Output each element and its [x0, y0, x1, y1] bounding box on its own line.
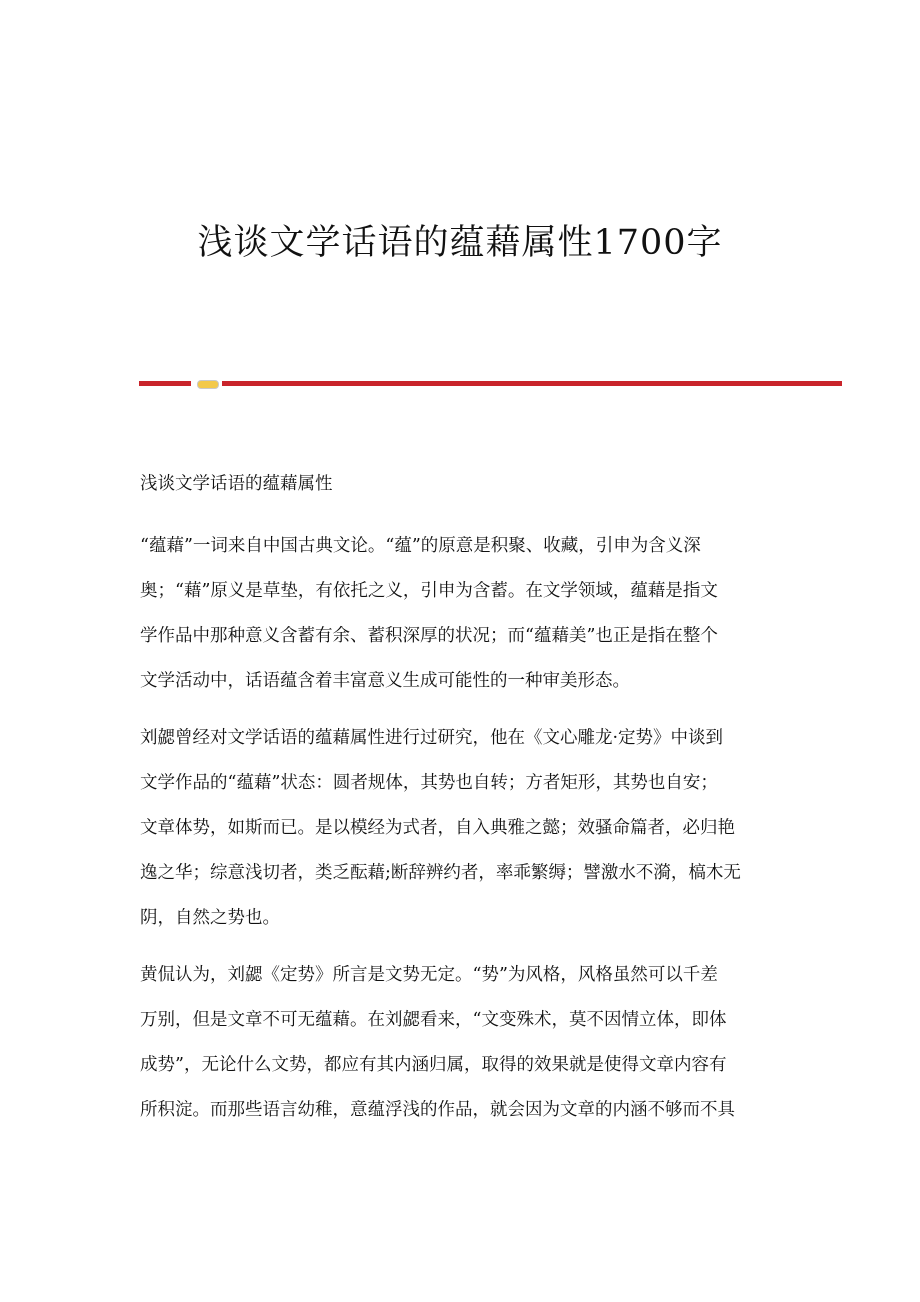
title-divider-left	[139, 381, 191, 386]
paragraph-line: 阴，自然之势也。	[140, 908, 280, 928]
section-heading: 浅谈文学话语的蕴藉属性	[140, 474, 333, 494]
divider-emblem-icon	[197, 380, 219, 389]
paragraph-line: 所积淀。而那些语言幼稚，意蕴浮浅的作品，就会因为文章的内涵不够而不具	[140, 1100, 735, 1120]
paragraph-line: 逸之华；综意浅切者，类乏酝藉;断辞辨约者，率乖繁缛；譬激水不漪，槁木无	[140, 863, 741, 883]
paragraph-line: 文学作品的“蕴藉”状态：圆者规体，其势也自转；方者矩形，其势也自安；	[140, 773, 718, 793]
paragraph-line: 刘勰曾经对文学话语的蕴藉属性进行过研究，他在《文心雕龙·定势》中谈到	[140, 728, 724, 748]
paragraph	[140, 724, 780, 949]
paragraph-line: 成势”，无论什么文势，都应有其内涵归属，取得的效果就是使得文章内容有	[140, 1055, 727, 1075]
title-divider-right	[222, 381, 842, 386]
paragraph-line: 黄侃认为，刘勰《定势》所言是文势无定。“势”为风格，风格虽然可以千差	[140, 965, 718, 985]
paragraph-line: 万别，但是文章不可无蕴藉。在刘勰看来，“文变殊术，莫不因情立体，即体	[140, 1010, 727, 1030]
paragraph-line: 奥；“藉”原义是草垫，有依托之义，引申为含蓄。在文学领域，蕴藉是指文	[140, 581, 718, 601]
document-body	[140, 470, 780, 1153]
paragraph-line: 文学活动中，话语蕴含着丰富意义生成可能性的一种审美形态。	[140, 671, 630, 691]
document-title: 浅谈文学话语的蕴藉属性1700字	[197, 223, 723, 263]
paragraph	[140, 961, 780, 1141]
paragraph-line: “蕴藉”一词来自中国古典文论。“蕴”的原意是积聚、收藏，引申为含义深	[140, 536, 701, 556]
paragraph-line: 学作品中那种意义含蓄有余、蓄积深厚的状况；而“蕴藉美”也正是指在整个	[140, 626, 718, 646]
paragraph	[140, 532, 780, 712]
paragraph-line: 文章体势，如斯而已。是以模经为式者，自入典雅之懿；效骚命篇者，必归艳	[140, 818, 735, 838]
